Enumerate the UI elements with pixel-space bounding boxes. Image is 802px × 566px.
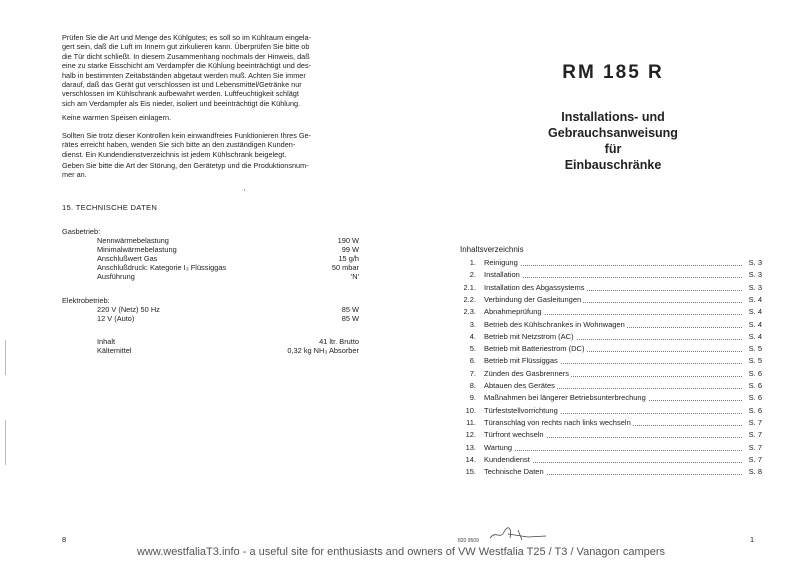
signature-scribble — [488, 526, 548, 542]
toc-page: S. 4 — [742, 332, 762, 342]
toc-title: Betrieb mit Flüssiggas — [484, 356, 558, 366]
toc-title: Installation — [484, 270, 520, 280]
fold-mark — [244, 189, 245, 191]
spec-value: 41 ltr. Brutto — [319, 337, 359, 346]
section-title: 15. TECHNISCHE DATEN — [62, 203, 158, 212]
toc-title: Technische Daten — [484, 467, 544, 477]
toc-entry — [462, 406, 762, 416]
spec-label: Inhalt — [97, 337, 116, 346]
toc-number: 2.3. — [463, 307, 476, 317]
scan-edge-mark — [5, 340, 6, 375]
report-paragraph: Geben Sie bitte die Art der Störung, den Gerätetyp und die Produktionsnum- mer an. — [62, 161, 309, 180]
spec-value: 15 g/h — [338, 254, 359, 263]
toc-number: 3. — [469, 319, 476, 329]
toc-number: 12. — [465, 430, 476, 440]
toc-number: 1. — [469, 258, 476, 267]
toc-number: 10. — [465, 405, 476, 415]
toc-entry — [462, 270, 762, 280]
gas-heading: Gasbetrieb: — [62, 227, 101, 236]
toc-title: Reinigung — [484, 258, 518, 267]
spec-value: 'N' — [350, 272, 359, 281]
toc-page: S. 5 — [742, 344, 762, 354]
spec-value: 85 W — [341, 314, 359, 323]
toc-entry — [462, 283, 762, 293]
toc-entry — [462, 307, 762, 317]
toc-title: Wartung — [484, 442, 513, 452]
leader-dots — [484, 265, 742, 266]
toc-number: 14. — [465, 454, 476, 464]
toc-entry — [462, 443, 762, 453]
toc-title: Abtauen des Gerätes — [484, 381, 555, 390]
spec-value: 50 mbar — [331, 263, 359, 272]
document-subtitle: Installations- und Gebrauchsanweisung für Einbauschränke — [548, 110, 678, 172]
scan-edge-mark — [5, 420, 6, 465]
toc-number: 15. — [465, 467, 476, 477]
spec-value: 190 W — [337, 236, 359, 245]
toc-title: Installation des Abgassystems — [484, 282, 585, 292]
spec-row — [97, 272, 359, 281]
spec-value: 0,32 kg NH₃ Absorber — [287, 346, 359, 355]
toc-number: 7. — [469, 368, 476, 378]
toc-number: 2. — [469, 270, 476, 280]
toc-entry — [462, 430, 762, 440]
toc-title: Betrieb mit Batteriestrom (DC) — [484, 344, 585, 354]
toc-page: S. 8 — [742, 467, 762, 477]
spec-label: Kältemittel — [97, 346, 132, 355]
right-page-number: 1 — [750, 535, 755, 544]
toc-page: S. 3 — [742, 258, 762, 268]
spec-row — [97, 263, 359, 272]
spec-row — [97, 346, 359, 355]
toc-number: 2.1. — [463, 282, 476, 292]
toc-title: Türfront wechseln — [484, 430, 544, 440]
toc-number: 9. — [469, 393, 476, 403]
toc-page: S. 4 — [742, 295, 762, 305]
toc-number: 2.2. — [463, 294, 476, 304]
warning-paragraph: Keine warmen Speisen einlagern. — [62, 113, 172, 122]
spec-label: Anschlußdruck: Kategorie I₃ Flüssiggas — [97, 263, 227, 272]
electric-heading: Elektrobetrieb: — [62, 296, 110, 305]
spec-label: 220 V (Netz) 50 Hz — [97, 305, 160, 314]
toc-page: S. 7 — [742, 430, 762, 440]
toc-entry — [462, 320, 762, 330]
print-code: 820 9509 — [458, 538, 479, 544]
table-of-contents — [462, 258, 764, 480]
toc-entry — [462, 467, 762, 477]
toc-page: S. 3 — [742, 270, 762, 280]
spec-label: Ausführung — [97, 272, 135, 281]
spec-row — [97, 245, 359, 254]
toc-entry — [462, 356, 762, 366]
toc-entry — [462, 393, 762, 403]
toc-number: 5. — [469, 344, 476, 354]
spec-label: Minimalwärmebelastung — [97, 245, 177, 254]
model-title: RM 185 R — [562, 62, 664, 83]
service-paragraph: Sollten Sie trotz dieser Kontrollen kein einwandfreies Funktionieren Ihres Ge- rätes erreicht haben, wenden Sie sich bitte an den zuständigen Kunden- dienst. Ein Kundendienstverzeichnis ist jedem Kühlschrank beigelegt. — [62, 131, 312, 159]
leader-dots — [484, 450, 742, 451]
toc-number: 4. — [469, 331, 476, 341]
toc-number: 11. — [466, 417, 476, 427]
spec-row — [97, 254, 359, 263]
spec-row — [97, 236, 359, 245]
toc-entry — [462, 258, 762, 268]
website-footer: www.westfaliaT3.info - a useful site for enthusiasts and owners of VW Westfalia T25 / T3 / Vanagon campers — [136, 546, 666, 558]
spec-value: 85 W — [341, 305, 359, 314]
toc-page: S. 7 — [742, 443, 762, 453]
toc-title: Zünden des Gasbrenners — [484, 368, 570, 378]
left-page-number: 8 — [62, 535, 67, 544]
leader-dots — [484, 277, 742, 278]
toc-entry — [462, 455, 762, 465]
toc-entry — [462, 344, 762, 354]
toc-number: 6. — [469, 356, 476, 366]
toc-page: S. 4 — [742, 307, 762, 317]
toc-page: S. 7 — [742, 418, 762, 428]
toc-title: Kundendienst — [484, 454, 530, 464]
toc-entry — [462, 381, 762, 391]
toc-page: S. 3 — [742, 283, 762, 293]
toc-entry — [462, 332, 762, 342]
toc-heading: Inhaltsverzeichnis — [460, 245, 524, 254]
toc-page: S. 5 — [742, 356, 762, 366]
toc-title: Abnahmeprüfung — [484, 307, 542, 317]
toc-title: Betrieb mit Netzstrom (AC) — [484, 331, 574, 341]
toc-entry — [462, 418, 762, 428]
toc-page: S. 6 — [742, 381, 762, 391]
toc-entry — [462, 369, 762, 379]
spec-value: 99 W — [341, 245, 359, 254]
intro-paragraph: Prüfen Sie die Art und Menge des Kühlgutes; es soll so im Kühlraum eingela- gert sein, daß die Luft im Innern gut zirkulieren kann. Überprüfen Sie bitte ob die Tür dicht schließt. In diesem Zusammenhang nochmals der Hinweis, daß eine zu starke Eisschicht am Verdampfer die Kühlung beeinträchtigt und des- halb in bestimmten Zeitabständen abgetaut werden muß. Achten Sie immer darauf, daß das Gerät gut verschlossen ist und Lebensmittel/Getränke nur verschlossen im Kühlschrank aufbewahrt werden. Luftfeuchtigkeit schlägt sich am Verdampfer als Eis nieder, isoliert und beeinträchtigt die Kühlung. — [62, 33, 312, 108]
toc-page: S. 6 — [742, 406, 762, 416]
toc-number: 8. — [469, 381, 476, 390]
spec-label: Nennwärmebelastung — [97, 236, 169, 245]
toc-page: S. 4 — [742, 320, 762, 330]
toc-number: 13. — [465, 442, 476, 452]
toc-page: S. 7 — [742, 455, 762, 465]
spec-row — [97, 337, 359, 346]
spec-row — [97, 314, 359, 323]
spec-label: Anschlußwert Gas — [97, 254, 158, 263]
toc-title: Türanschlag von rechts nach links wechseln — [484, 417, 631, 427]
spec-label: 12 V (Auto) — [97, 314, 135, 323]
toc-page: S. 6 — [742, 369, 762, 379]
toc-title: Maßnahmen bei längerer Betriebsunterbrechung — [484, 393, 646, 403]
toc-title: Betrieb des Kühlschrankes in Wohnwagen — [484, 319, 625, 329]
toc-page: S. 6 — [742, 393, 762, 403]
toc-entry — [462, 295, 762, 305]
toc-title: Verbindung der Gasleitungen — [484, 294, 582, 304]
spec-row — [97, 305, 359, 314]
toc-title: Türfeststellvorrichtung — [484, 405, 558, 415]
